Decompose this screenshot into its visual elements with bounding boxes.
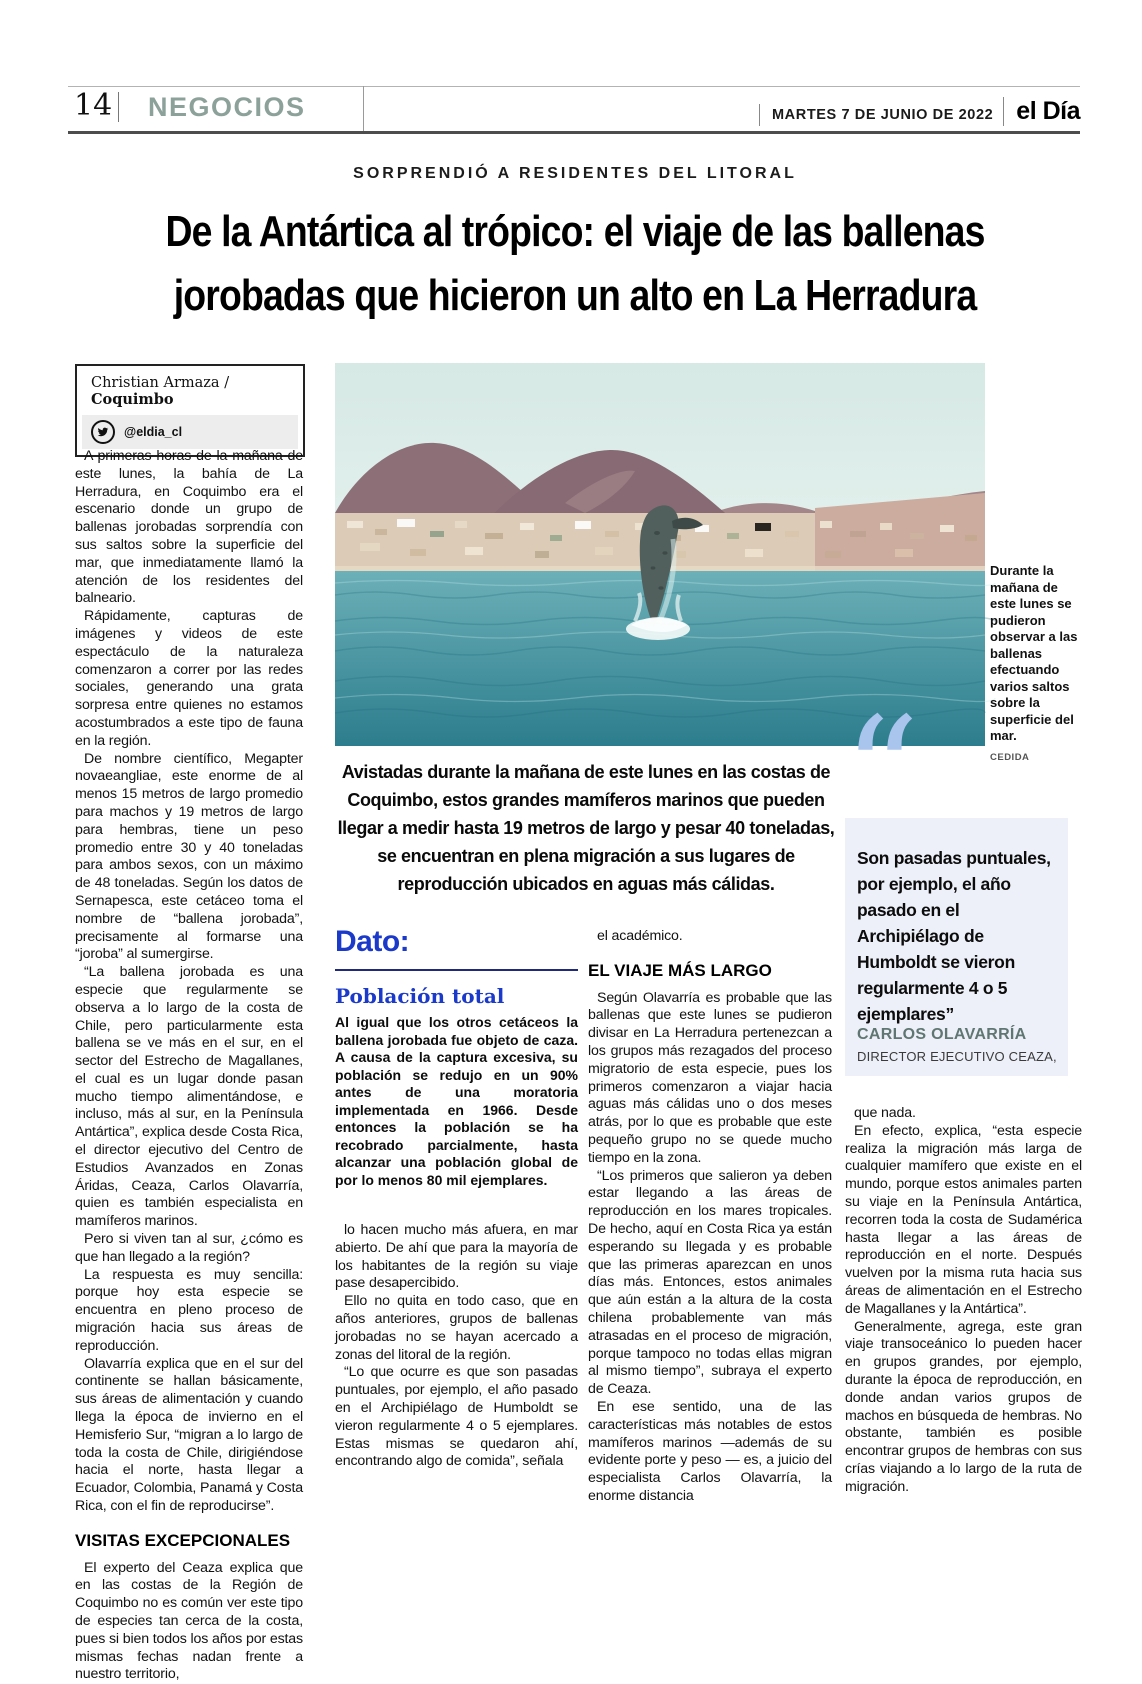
page-number: 14 [74, 88, 113, 123]
headline-line-2: jorobadas que hicieron un alto en La Herradura [173, 271, 977, 320]
paragraph: “Los primeros que salieron ya deben estar llegando a las áreas de reproducción en los mares tropicales. De hecho, aquí en Costa Rica ya están esperando su llegada y es probable que las primeras aparezcan en unos días más. Entonces, estos animales que aún están a la altura de la costa chilena probablemente van más atrasadas en el proceso de migración, porque tampoco no todas ellas migran al mismo tiempo”, subraya el experto de Ceaza. [588, 1167, 832, 1398]
subhead-visitas-excepcionales: VISITAS EXCEPCIONALES [75, 1530, 291, 1550]
dato-title: Población total [335, 984, 505, 1008]
twitter-handle[interactable]: @eldia_cl [124, 425, 183, 439]
body-column-4 [845, 1105, 1082, 1497]
paragraph: lo hacen mucho más afuera, en mar abierto. De ahí que para la mayoría de los habitantes de la región su viaje pase desapercibido. [335, 1222, 578, 1292]
paragraph: De nombre científico, Megapter novaeangliae, este enorme de al menos 15 metros de largo promedio para machos y 19 metros de largo para hembras, tiene un peso promedio entre 30 y 40 toneladas para ambos sexos, con un máximo de 48 toneladas. Según los datos de Sernapesca, este cetáceo toma el nombre de “ballena jorobada”, precisamente al formarse una “joroba” al sumergirse. [75, 750, 303, 963]
header-bottom-rule [68, 131, 1080, 134]
subhead-el-viaje-mas-largo: EL VIAJE MÁS LARGO [588, 960, 772, 980]
paragraph: El experto del Ceaza explica que en las costas de la Región de Coquimbo no es común ver este tipo de especies tan cerca de la costa, pues si bien todos los años por estas mismas fechas nadan frente a nuestro territorio, [75, 1559, 303, 1683]
byline-box [75, 364, 305, 457]
byline-author: Christian Armaza / [91, 375, 230, 391]
paragraph: Según Olavarría es probable que las ballenas que este lunes se pudieron divisar en La Herradura pertenezcan a los grupos más rezagados del proceso migratorio de esta especie, pues los primeros comenzaron a viajar hacia aguas más cálidas uno o dos meses atrás, por lo que es probable que este pequeño grupo no se quede mucho tiempo en la zona. [588, 989, 832, 1166]
pull-quote-text: Son pasadas puntuales, por ejemplo, el año pasado en el Archipiélago de Humboldt se vieron regularmente 4 o 5 ejemplares” [857, 848, 1051, 1024]
kicker: SORPRENDIÓ A RESIDENTES DEL LITORAL [353, 165, 797, 182]
body-column-2 [335, 1222, 578, 1471]
dato-label: Dato: [335, 925, 410, 958]
header-top-rule [68, 86, 1080, 87]
paragraph: En efecto, explica, “esta especie realiza la migración más larga de cualquier mamífero que existe en el mundo, porque estos animales parten su viaje en la Península Antártica, recorren toda la costa de Sudamérica hasta llegar a las áreas de reproducción en el norte. Después vuelven por la misma ruta hacia sus áreas de alimentación en el Estrecho de Magallanes y la Antártica”. [845, 1122, 1082, 1317]
paragraph: La respuesta es muy sencilla: porque hoy esta especie se encuentra en pleno proceso de migración hacia sus áreas de reproducción. [75, 1266, 303, 1354]
byline-location: Coquimbo [91, 391, 174, 408]
header-vertical-divider [363, 86, 364, 131]
paragraph: Pero si viven tan al sur, ¿cómo es que han llegado a la región? [75, 1231, 303, 1265]
dato-body: Al igual que los otros cetáceos la ballena jorobada fue objeto de caza. A causa de la captura excesiva, su población se redujo en un 90% antes de una moratoria implementada en 1966. Desde entonces la población se ha recobrado parcialmente, hasta alcanzar una población global de por lo menos 80 mil ejemplares. [335, 1014, 578, 1188]
headline-line-1: De la Antártica al trópico: el viaje de las ballenas [165, 207, 985, 256]
paragraph: Rápidamente, capturas de imágenes y videos de este espectáculo de la naturaleza comenzaron a correr por las redes sociales, generando una grata sorpresa entre quienes no estamos acostumbrados a este tipo de fauna en la región. [75, 608, 303, 749]
dato-rule [335, 969, 578, 971]
headline [70, 200, 1080, 328]
paragraph: Olavarría explica que en el sur del continente se hallan básicamente, sus áreas de alimentación y cuando llega la época de invierno en el Hemisferio Sur, “migran a lo largo de toda la costa de Chile, dirigiéndose hacia el norte, hasta llegar a Ecuador, Colombia, Panamá y Costa Rica, con el fin de reproducirse”. [75, 1355, 303, 1515]
header-right [759, 97, 1080, 126]
photo-caption-text: Durante la mañana de este lunes se pudieron observar a las ballenas efectuando varios saltos sobre la superficie del mar. [990, 563, 1078, 743]
body-column-1 [75, 448, 303, 1684]
lede: Avistadas durante la mañana de este lunes en las costas de Coquimbo, estos grandes mamíferos marinos que pueden llegar a medir hasta 19 metros de largo y pesar 40 toneladas, se encuentran en plena migración a sus lugares de reproducción ubicados en aguas más cálidas. [337, 762, 835, 894]
paragraph: “La ballena jorobada es una especie que regularmente se observa a lo largo de la costa de Chile, pero particularmente esta ballena se ve más en el sur, en el sector del Estrecho de Magallanes, el cual es un lugar donde pasan mucho tiempo alimentándose, e incluso, más al sur, en la Península Antártica”, explica desde Costa Rica, el director ejecutivo del Centro de Estudios Avanzados en Zonas Áridas, Ceaza, Carlos Olavarría, quien es también especialista en mamíferos marinos. [75, 964, 303, 1230]
edition-date: MARTES 7 DE JUNIO DE 2022 [759, 104, 993, 126]
paragraph: “Lo que ocurre es que son pasadas puntuales, por ejemplo, el año pasado en el Archipiélago de Humboldt se vieron regularmente 4 o 5 ejemplares. Estas mismas se quedaron ahí, encontrando algo de comida”, señala [335, 1364, 578, 1470]
photo-caption [990, 563, 1084, 766]
paragraph: En ese sentido, una de las características más notables de estos mamíferos marinos —además de su evidente porte y peso — es, a juicio del especialista Carlos Olavarría, la enorme distancia [588, 1398, 832, 1504]
page-number-divider [118, 92, 119, 122]
twitter-strip[interactable] [82, 415, 298, 449]
paragraph: A primeras horas de la mañana de este lunes, la bahía de La Herradura, en Coquimbo era el escenario donde un grupo de ballenas jorobadas sorprendía con sus saltos sobre la superficie del mar, que inmediatamente llamó la atención de los residentes del balneario. [75, 448, 303, 607]
photo-credit: CEDIDA [990, 751, 1030, 763]
newspaper-logo: el Día [1003, 97, 1080, 126]
paragraph: que nada. [854, 1105, 916, 1121]
byline [77, 366, 303, 415]
paragraph: Generalmente, agrega, este gran viaje transoceánico lo pueden hacer en grupos grandes, por ejemplo, durante la época de reproducción, en donde andan varios grupos de machos en búsqueda de hembras. No obstante, también es posible encontrar grupos de hembras con sus crías viajando a lo largo de la ruta de migración. [845, 1318, 1082, 1495]
pull-quote-author: CARLOS OLAVARRÍA [857, 1026, 1027, 1043]
paragraph: Ello no quita en todo caso, que en años anteriores, grupos de ballenas jorobadas no se hayan acercado a zonas del litoral de la región. [335, 1293, 578, 1363]
pull-quote-role: DIRECTOR EJECUTIVO CEAZA, [857, 1049, 1057, 1064]
twitter-bird-icon [91, 420, 115, 444]
section-title: NEGOCIOS [148, 92, 306, 122]
paragraph: el académico. [597, 928, 683, 944]
quote-mark-icon: “ [843, 686, 912, 860]
body-column-3 [588, 928, 832, 1506]
